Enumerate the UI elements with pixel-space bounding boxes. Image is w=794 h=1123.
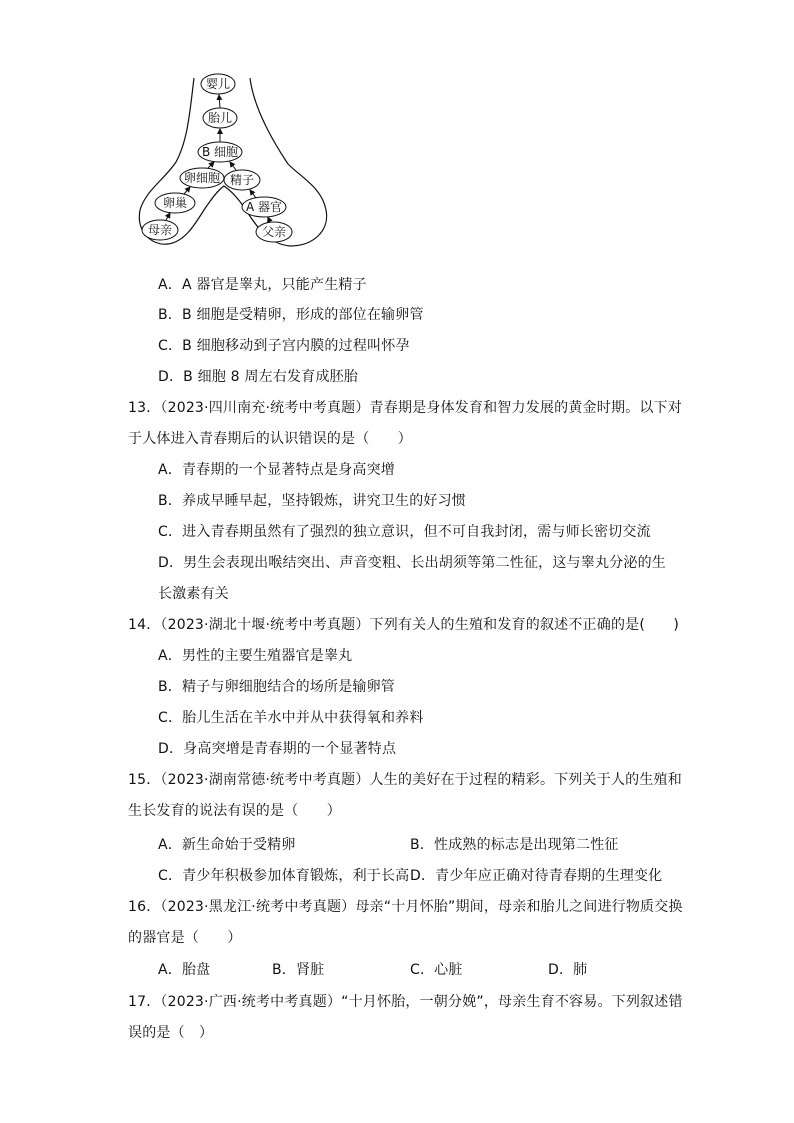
- label-sperm: 精子: [229, 173, 255, 187]
- q13-option-d: D．男生会表现出喉结突出、声音变粗、长出胡须等第二性征，这与睾丸分泌的生: [158, 555, 666, 571]
- arrow-egg-bcell: [208, 162, 214, 168]
- q14-option-c: C．胎儿生活在羊水中并从中获得氧和养料: [158, 710, 424, 726]
- label-father: 父亲: [261, 225, 287, 239]
- q15-stem-line1: 15．（2023·湖南常德·统考中考真题）人生的美好在于过程的精彩。下列关于人的生殖和: [128, 772, 682, 788]
- q12-option-d: D．B 细胞 8 周左右发育成胚胎: [158, 369, 359, 385]
- q16-option-d: D．肺: [548, 962, 588, 978]
- q13-option-c: C．进入青春期虽然有了强烈的独立意识，但不可自我封闭，需与师长密切交流: [158, 524, 651, 540]
- q13-option-b: B．养成早睡早起，坚持锻炼，讲究卫生的好习惯: [158, 493, 467, 509]
- q14-option-a: A．男性的主要生殖器官是睾丸: [158, 648, 353, 664]
- label-mother: 母亲: [147, 223, 173, 237]
- q13-option-a: A．青春期的一个显著特点是身高突增: [158, 462, 395, 478]
- q13-stem-line1: 13．（2023·四川南充·统考中考真题）青春期是身体发育和智力发展的黄金时期。以下对: [128, 400, 682, 416]
- arrow-mother-ovary: [166, 213, 170, 220]
- q12-option-b: B．B 细胞是受精卵，形成的部位在输卵管: [158, 307, 424, 323]
- q13-option-d-cont: 长激素有关: [158, 586, 229, 602]
- q17-stem-line1: 17．（2023·广西·统考中考真题）“十月怀胎，一朝分娩”，母亲生育不容易。下列叙述错: [128, 994, 683, 1010]
- q15-option-b: B．性成熟的标志是出现第二性征: [410, 837, 619, 853]
- q16-option-a: A．胎盘: [158, 962, 211, 978]
- q15-stem-line2: 生长发育的说法有误的是（ ）: [128, 803, 341, 819]
- q14-stem: 14．（2023·湖北十堰·统考中考真题）下列有关人的生殖和发育的叙述不正确的是( ): [128, 617, 680, 633]
- q16-option-b: B．肾脏: [272, 962, 325, 978]
- arrow-fetus-baby: [219, 95, 220, 108]
- label-egg: 卵细胞: [183, 171, 221, 185]
- q17-stem-line2: 误的是（ ）: [128, 1025, 214, 1041]
- q12-option-a: A．A 器官是睾丸，只能产生精子: [158, 277, 367, 293]
- q15-option-a: A．新生命始于受精卵: [158, 837, 296, 853]
- q15-option-d: D．青少年应正确对待青春期的生理变化: [410, 868, 663, 884]
- q13-stem-line2: 于人体进入青春期后的认识错误的是（ ）: [128, 431, 412, 447]
- q16-option-c: C．心脏: [410, 962, 463, 978]
- q16-stem-line1: 16．（2023·黑龙江·统考中考真题）母亲“十月怀胎”期间，母亲和胎儿之间进行物质交换: [128, 899, 683, 915]
- label-baby: 婴儿: [205, 77, 231, 91]
- label-a-organ: A 器官: [245, 200, 283, 214]
- arrow-father-aorgan: [268, 217, 270, 222]
- label-b-cell: B 细胞: [201, 145, 239, 159]
- arrow-sperm-bcell: [230, 162, 236, 170]
- q16-stem-line2: 的器官是（ ）: [128, 930, 242, 946]
- label-fetus: 胎儿: [207, 111, 233, 125]
- q15-option-c: C．青少年积极参加体育锻炼，利于长高: [158, 868, 410, 884]
- q14-option-d: D．身高突增是青春期的一个显著特点: [158, 741, 397, 757]
- q14-option-b: B．精子与卵细胞结合的场所是输卵管: [158, 679, 396, 695]
- q12-option-c: C．B 细胞移动到子宫内膜的过程叫怀孕: [158, 338, 410, 354]
- arrow-ovary-egg: [184, 187, 190, 194]
- arrow-aorgan-sperm: [250, 190, 256, 198]
- reproduction-diagram: [138, 70, 334, 250]
- label-ovary: 卵巢: [162, 196, 188, 210]
